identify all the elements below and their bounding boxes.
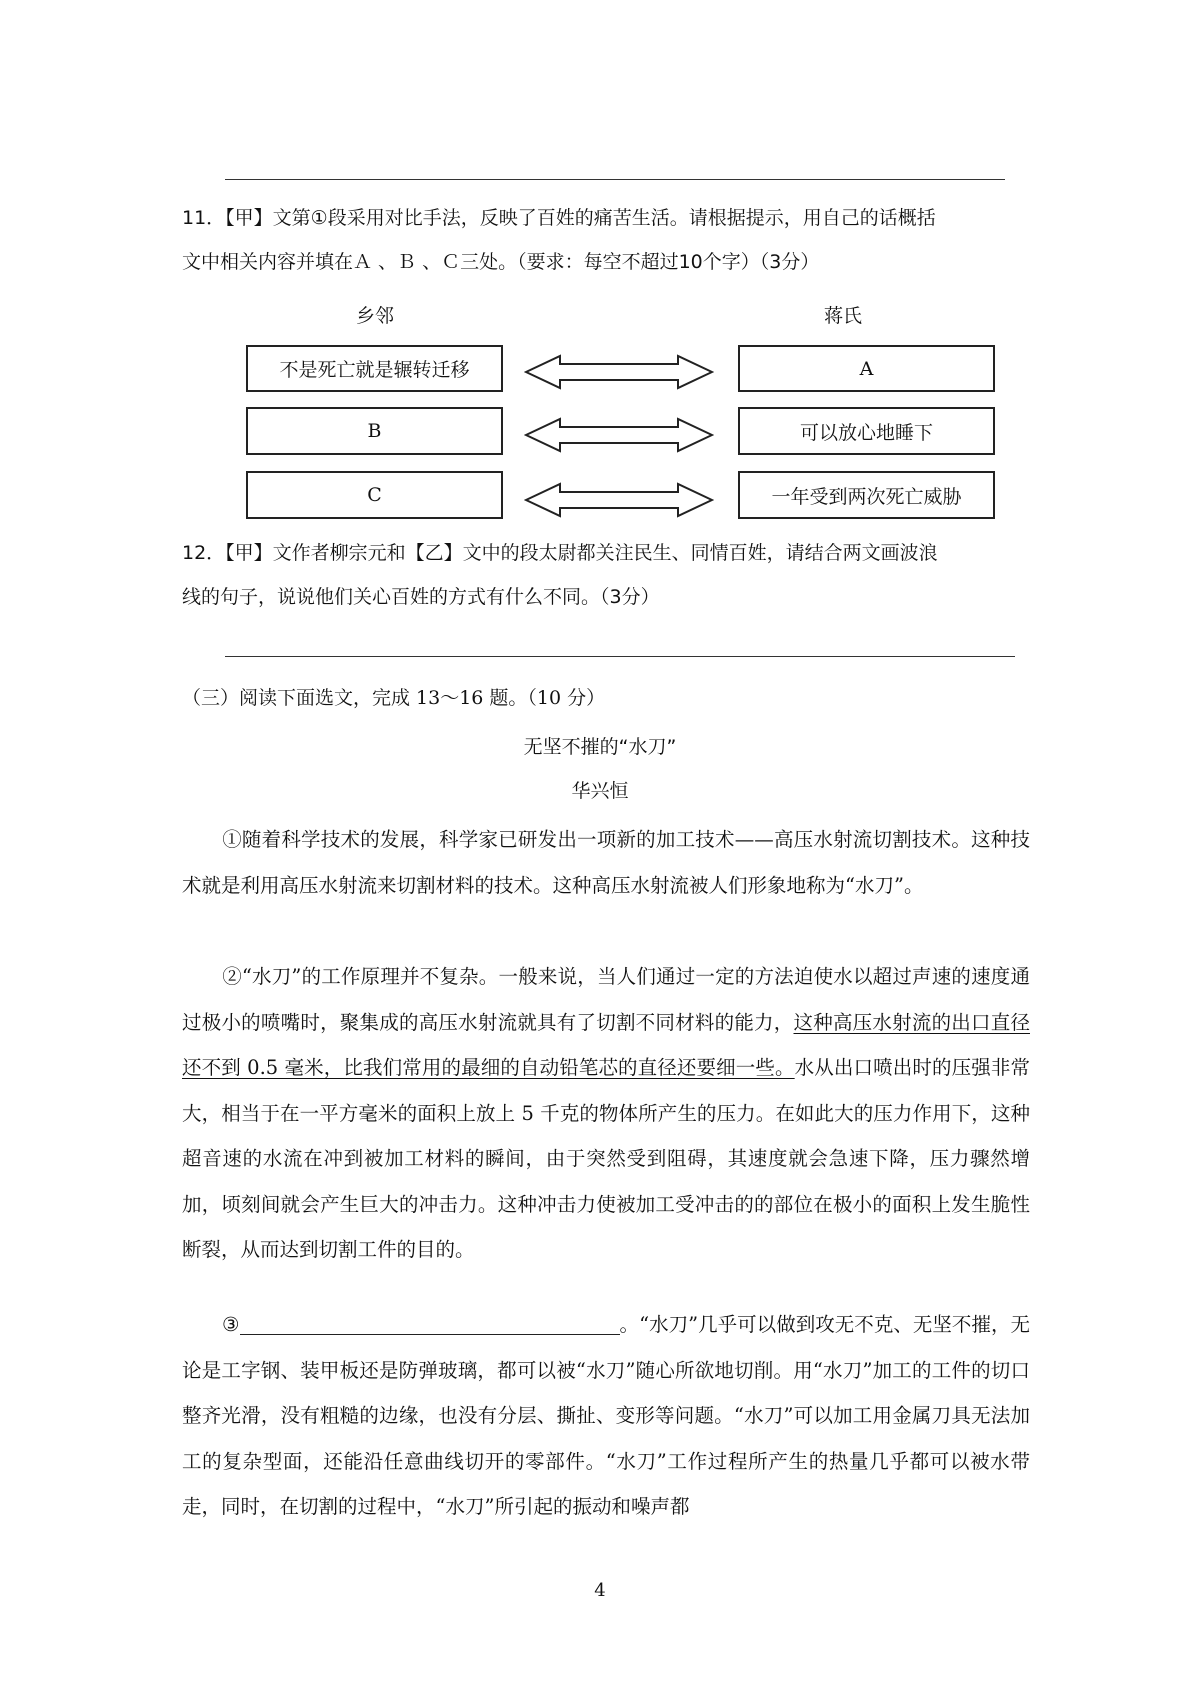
question-12 [182, 531, 1032, 619]
article-author: 华兴恒 [571, 780, 629, 802]
double-arrow-2 [524, 417, 714, 453]
paragraph-3-text: 。“水刀”几乎可以做到攻无不克、无坚不摧，无论是工字钢、装甲板还是防弹玻璃，都可以被“水刀”随心所欲地切削。用“水刀”加工的工件的切口整齐光滑，没有粗糙的边缘，也没有分层、撕扯、变形等问题。“水刀”可以加工用金属刀具无法加工的复杂型面，还能沿任意曲线切开的零部件。“水刀”工作过程所产生的热量几乎都可以被水带走，同时，在切割的过程中，“水刀”所引起的振动和噪声都 [182, 1313, 1030, 1518]
question-11-line-2: 文中相关内容并填在Ａ 、Ｂ 、Ｃ三处。（要求：每空不超过10个字）（3分） [182, 251, 820, 273]
right-box-2: 可以放心地睡下 [738, 407, 995, 455]
page-number: 4 [594, 1580, 606, 1601]
paragraph-3 [182, 1302, 1030, 1530]
right-box-3: 一年受到两次死亡威胁 [738, 471, 995, 519]
left-box-3: C [246, 471, 503, 519]
section-3-heading: （三）阅读下面选文，完成 13～16 题。（10 分） [182, 687, 606, 709]
question-11-line-1: 11．【甲】文第①段采用对比手法，反映了百姓的痛苦生活。请根据提示，用自己的话概括 [182, 207, 936, 229]
question-11 [182, 196, 1032, 284]
paragraph-3-number: ③ [222, 1313, 240, 1336]
paragraph-2-text-after: 水从出口喷出时的压强非常大，相当于在一平方毫米的面积上放上 5 千克的物体所产生的压力。在如此大的压力作用下，这种超音速的水流在冲到被加工材料的瞬间，由于突然受到阻碍，其速度就会急速下降，压力骤然增加，顷刻间就会产生巨大的冲击力。这种冲击力使被加工受冲击的的部位在极小的面积上发生脆性断裂，从而达到切割工件的目的。 [182, 1056, 1030, 1261]
question-12-line-1: 12．【甲】文作者柳宗元和【乙】文中的段太尉都关注民生、同情百姓，请结合两文画波浪 [182, 542, 938, 564]
paragraph-2 [182, 954, 1030, 1273]
left-box-2: B [246, 407, 503, 455]
right-header: 蒋氏 [823, 305, 862, 327]
article-title: 无坚不摧的“水刀” [523, 736, 677, 758]
answer-line-top [225, 179, 1005, 180]
double-arrow-1 [524, 354, 714, 390]
paragraph-2-text-before: ②“水刀”的工作原理并不复杂。一般来说，当人们通过一定的方法迫使水以超过声速的速度通过极小的喷嘴时，聚集成的高压水射流就具有了切割不同材料的能力， [182, 965, 1030, 1034]
paragraph-3-fill-blank[interactable] [240, 1312, 620, 1335]
right-box-1: A [738, 345, 995, 392]
double-arrow-3 [524, 482, 714, 518]
left-header: 乡邻 [355, 305, 394, 327]
question-12-line-2: 线的句子，说说他们关心百姓的方式有什么不同。（3分） [182, 586, 660, 608]
paragraph-1-text: ①随着科学技术的发展，科学家已研发出一项新的加工技术——高压水射流切割技术。这种技术就是利用高压水射流来切割材料的技术。这种高压水射流被人们形象地称为“水刀”。 [182, 828, 1030, 897]
paragraph-1 [182, 817, 1030, 908]
answer-line-q12 [225, 656, 1015, 657]
left-box-1: 不是死亡就是辗转迁移 [246, 345, 503, 392]
paragraph-2-underlined-sentence: 这种高压水射流的出口直径还不到 0.5 毫米，比我们常用的最细的自动铅笔芯的直径还要细一些。 [182, 1010, 1030, 1079]
